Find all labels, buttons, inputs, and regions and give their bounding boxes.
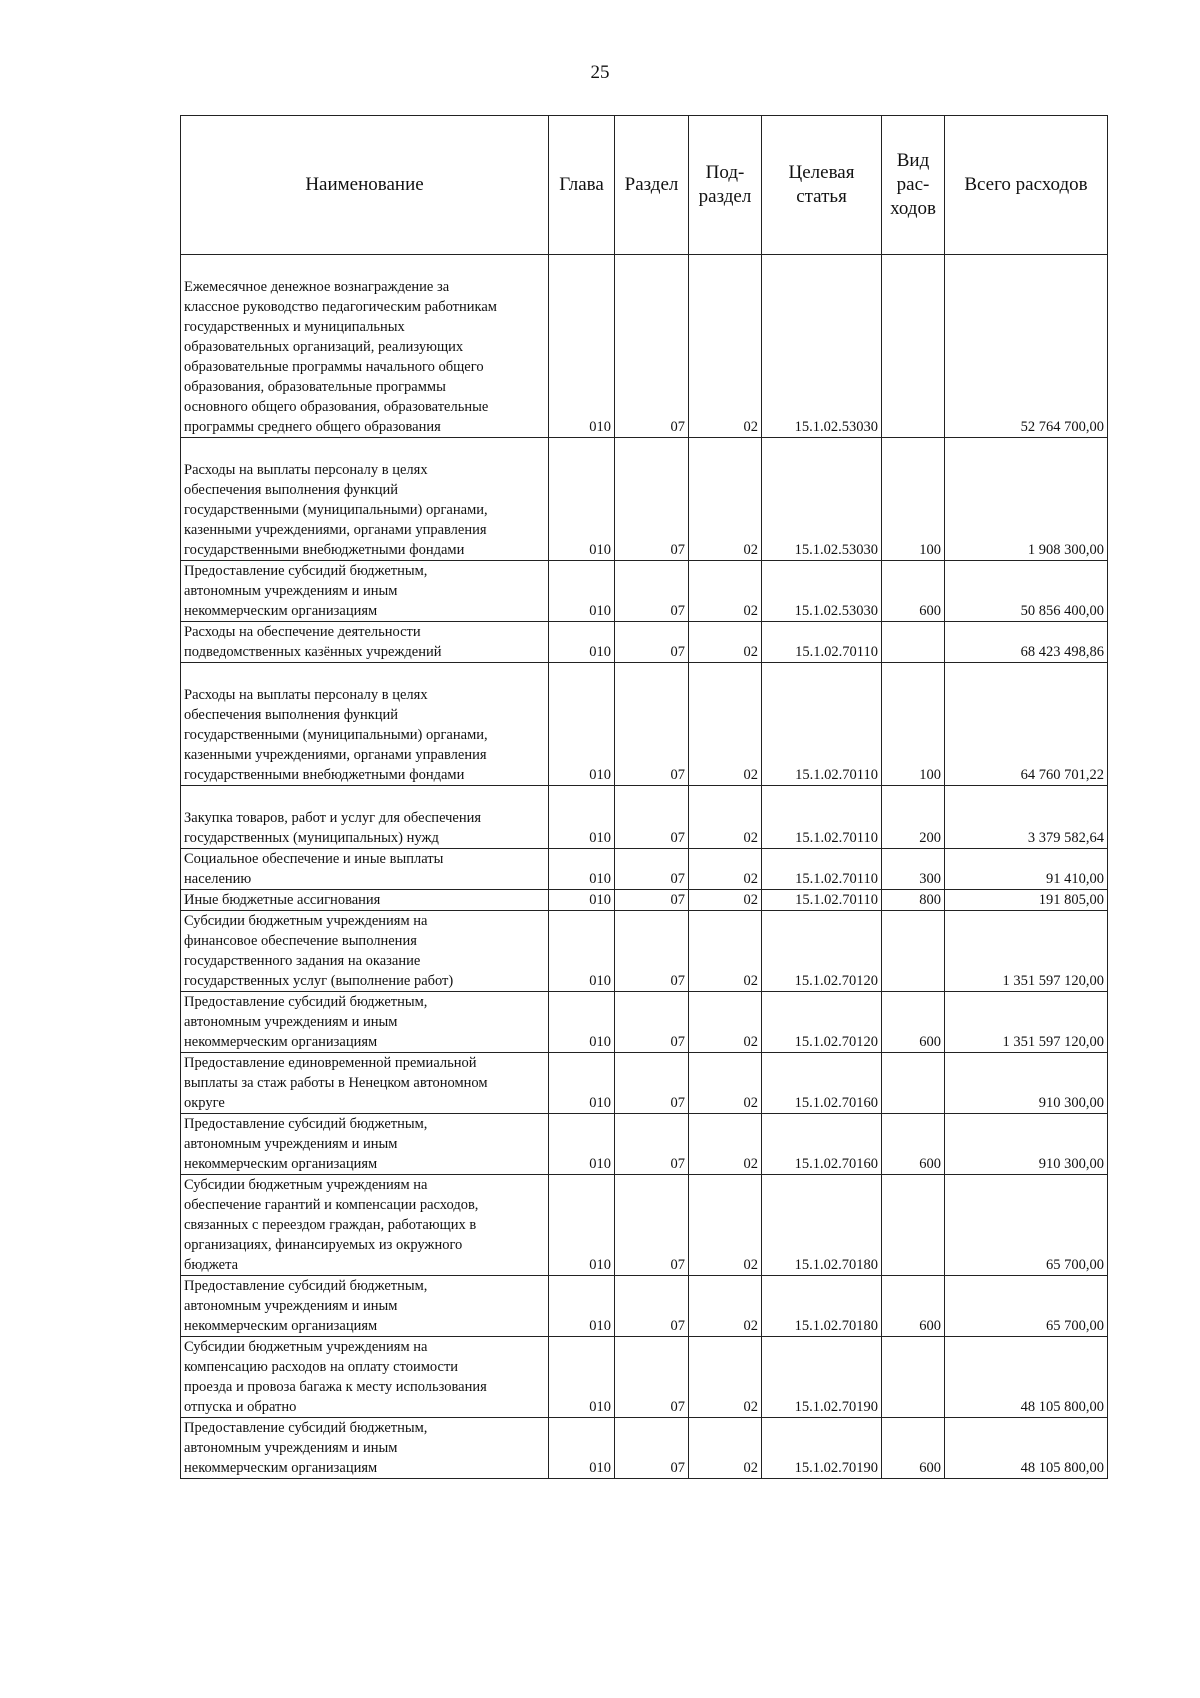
row-chapter: 010: [549, 663, 615, 786]
row-name-line: бюджета: [184, 1257, 239, 1273]
row-section: 07: [615, 1114, 689, 1175]
row-total: 910 300,00: [945, 1053, 1108, 1114]
row-total: 68 423 498,86: [945, 622, 1108, 663]
row-name-line: казенными учреждениями, органами управления: [184, 522, 487, 538]
header-type: Вид рас- ходов: [882, 116, 945, 255]
table-row: [181, 1418, 1108, 1479]
row-total: 191 805,00: [945, 890, 1108, 911]
header-name: Наименование: [181, 116, 549, 255]
row-chapter: 010: [549, 849, 615, 890]
row-subsection: 02: [689, 911, 762, 992]
row-name-line: некоммерческим организациям: [184, 1460, 378, 1476]
row-type: 800: [882, 890, 945, 911]
table-body: [181, 255, 1108, 1479]
row-name-line: образования, образовательные программы: [184, 379, 446, 395]
row-target: 15.1.02.70110: [762, 622, 882, 663]
row-subsection: 02: [689, 1175, 762, 1276]
table-row: [181, 890, 1108, 911]
row-target: 15.1.02.70180: [762, 1175, 882, 1276]
row-type: 200: [882, 786, 945, 849]
row-name: [181, 992, 549, 1053]
row-section: 07: [615, 992, 689, 1053]
row-name-line: некоммерческим организациям: [184, 1034, 378, 1050]
row-total: 1 351 597 120,00: [945, 992, 1108, 1053]
row-chapter: 010: [549, 561, 615, 622]
row-name: [181, 1114, 549, 1175]
row-section: 07: [615, 849, 689, 890]
row-target: 15.1.02.70110: [762, 890, 882, 911]
row-subsection: 02: [689, 1418, 762, 1479]
row-name-line: Расходы на выплаты персоналу в целях: [184, 687, 428, 703]
row-name-line: проезда и провоза багажа к месту использования: [184, 1379, 487, 1395]
row-subsection: 02: [689, 1114, 762, 1175]
row-subsection: 02: [689, 786, 762, 849]
row-name: [181, 849, 549, 890]
header-chapter: Глава: [549, 116, 615, 255]
row-name-line: автономным учреждениям и иным: [184, 1136, 398, 1152]
row-name-line: Расходы на выплаты персоналу в целях: [184, 462, 428, 478]
row-name-line: классное руководство педагогическим работникам: [184, 299, 497, 315]
row-name-line: Предоставление субсидий бюджетным,: [184, 563, 428, 579]
row-name-line: Субсидии бюджетным учреждениям на: [184, 913, 428, 929]
row-type: [882, 911, 945, 992]
row-name-line: населению: [184, 871, 252, 887]
row-name-line: Ежемесячное денежное вознаграждение за: [184, 279, 450, 295]
row-name: [181, 622, 549, 663]
row-type: 600: [882, 1418, 945, 1479]
row-name-line: государственных (муниципальных) нужд: [184, 830, 439, 846]
row-type: 600: [882, 561, 945, 622]
row-name-line: округе: [184, 1095, 225, 1111]
row-section: 07: [615, 1337, 689, 1418]
row-name-line: Предоставление единовременной премиальной: [184, 1055, 477, 1071]
row-total: 52 764 700,00: [945, 255, 1108, 438]
row-type: [882, 1175, 945, 1276]
row-section: 07: [615, 255, 689, 438]
row-total: 65 700,00: [945, 1175, 1108, 1276]
row-name: [181, 663, 549, 786]
row-type: 300: [882, 849, 945, 890]
row-name-line: некоммерческим организациям: [184, 1318, 378, 1334]
row-chapter: 010: [549, 890, 615, 911]
row-total: 1 351 597 120,00: [945, 911, 1108, 992]
row-name: [181, 438, 549, 561]
row-type: 600: [882, 992, 945, 1053]
row-section: 07: [615, 438, 689, 561]
table-row: [181, 1175, 1108, 1276]
row-name-line: обеспечения выполнения функций: [184, 482, 399, 498]
row-target: 15.1.02.70110: [762, 663, 882, 786]
row-name-line: образовательных организаций, реализующих: [184, 339, 464, 355]
row-name-line: Предоставление субсидий бюджетным,: [184, 994, 428, 1010]
row-name: [181, 890, 549, 911]
row-chapter: 010: [549, 1418, 615, 1479]
row-name: [181, 1337, 549, 1418]
row-target: 15.1.02.53030: [762, 438, 882, 561]
row-name-line: Субсидии бюджетным учреждениям на: [184, 1177, 428, 1193]
row-section: 07: [615, 561, 689, 622]
row-name: [181, 1053, 549, 1114]
row-type: 100: [882, 438, 945, 561]
row-name-line: государственных и муниципальных: [184, 319, 405, 335]
row-chapter: 010: [549, 255, 615, 438]
row-name-line: подведомственных казённых учреждений: [184, 644, 442, 660]
row-subsection: 02: [689, 438, 762, 561]
table-row: [181, 438, 1108, 561]
row-name-line: основного общего образования, образовательные: [184, 399, 489, 415]
table-row: [181, 561, 1108, 622]
row-chapter: 010: [549, 1337, 615, 1418]
row-section: 07: [615, 1053, 689, 1114]
row-name-line: государственных услуг (выполнение работ): [184, 973, 454, 989]
row-name-line: государственными (муниципальными) органами,: [184, 727, 488, 743]
row-total: 3 379 582,64: [945, 786, 1108, 849]
row-subsection: 02: [689, 255, 762, 438]
row-section: 07: [615, 1276, 689, 1337]
row-name-line: казенными учреждениями, органами управления: [184, 747, 487, 763]
row-subsection: 02: [689, 1337, 762, 1418]
row-target: 15.1.02.53030: [762, 255, 882, 438]
row-target: 15.1.02.53030: [762, 561, 882, 622]
row-total: 910 300,00: [945, 1114, 1108, 1175]
row-name-line: обеспечение гарантий и компенсации расходов,: [184, 1197, 479, 1213]
row-total: 91 410,00: [945, 849, 1108, 890]
row-target: 15.1.02.70120: [762, 992, 882, 1053]
row-section: 07: [615, 622, 689, 663]
row-name: [181, 1175, 549, 1276]
row-type: [882, 1053, 945, 1114]
row-subsection: 02: [689, 663, 762, 786]
table-row: [181, 992, 1108, 1053]
row-target: 15.1.02.70110: [762, 849, 882, 890]
row-type: 600: [882, 1114, 945, 1175]
table-row: [181, 1114, 1108, 1175]
row-target: 15.1.02.70120: [762, 911, 882, 992]
row-total: 65 700,00: [945, 1276, 1108, 1337]
row-target: 15.1.02.70110: [762, 786, 882, 849]
row-name-line: связанных с переездом граждан, работающих в: [184, 1217, 477, 1233]
row-type: [882, 255, 945, 438]
row-section: 07: [615, 911, 689, 992]
row-section: 07: [615, 1175, 689, 1276]
row-target: 15.1.02.70160: [762, 1053, 882, 1114]
table-row: [181, 622, 1108, 663]
row-subsection: 02: [689, 890, 762, 911]
row-name-line: государственными (муниципальными) органами,: [184, 502, 488, 518]
row-target: 15.1.02.70190: [762, 1337, 882, 1418]
row-name-line: Расходы на обеспечение деятельности: [184, 624, 421, 640]
row-name-line: организациях, финансируемых из окружного: [184, 1237, 463, 1253]
row-name-line: Социальное обеспечение и иные выплаты: [184, 851, 444, 867]
table-row: [181, 255, 1108, 438]
row-chapter: 010: [549, 1276, 615, 1337]
row-type: [882, 622, 945, 663]
row-chapter: 010: [549, 786, 615, 849]
page-number: 25: [590, 62, 610, 83]
row-name-line: обеспечения выполнения функций: [184, 707, 399, 723]
row-subsection: 02: [689, 1053, 762, 1114]
table-row: [181, 1053, 1108, 1114]
row-total: 48 105 800,00: [945, 1337, 1108, 1418]
table-header-row: [181, 116, 1108, 255]
table-row: [181, 1276, 1108, 1337]
row-name-line: автономным учреждениям и иным: [184, 1014, 398, 1030]
row-subsection: 02: [689, 992, 762, 1053]
row-name-line: компенсацию расходов на оплату стоимости: [184, 1359, 459, 1375]
row-name-line: автономным учреждениям и иным: [184, 583, 398, 599]
table-row: [181, 663, 1108, 786]
table-row: [181, 786, 1108, 849]
row-subsection: 02: [689, 1276, 762, 1337]
header-target: Целевая статья: [762, 116, 882, 255]
row-name-line: государственными внебюджетными фондами: [184, 767, 465, 783]
row-name: [181, 255, 549, 438]
row-name: [181, 1418, 549, 1479]
row-name-line: некоммерческим организациям: [184, 603, 378, 619]
row-name-line: государственного задания на оказание: [184, 953, 421, 969]
row-subsection: 02: [689, 622, 762, 663]
row-subsection: 02: [689, 849, 762, 890]
row-name-line: финансовое обеспечение выполнения: [184, 933, 417, 949]
row-total: 1 908 300,00: [945, 438, 1108, 561]
row-name-line: выплаты за стаж работы в Ненецком автономном: [184, 1075, 488, 1091]
row-name-line: программы среднего общего образования: [184, 419, 441, 435]
table-row: [181, 1337, 1108, 1418]
row-name: [181, 561, 549, 622]
row-chapter: 010: [549, 992, 615, 1053]
row-name-line: отпуска и обратно: [184, 1399, 297, 1415]
table-row: [181, 911, 1108, 992]
row-chapter: 010: [549, 622, 615, 663]
header-total: Всего расходов: [945, 116, 1108, 255]
row-target: 15.1.02.70160: [762, 1114, 882, 1175]
row-total: 48 105 800,00: [945, 1418, 1108, 1479]
row-section: 07: [615, 663, 689, 786]
row-name-line: Предоставление субсидий бюджетным,: [184, 1116, 428, 1132]
row-target: 15.1.02.70180: [762, 1276, 882, 1337]
row-total: 64 760 701,22: [945, 663, 1108, 786]
row-section: 07: [615, 1418, 689, 1479]
row-target: 15.1.02.70190: [762, 1418, 882, 1479]
header-section: Раздел: [615, 116, 689, 255]
row-name: [181, 1276, 549, 1337]
row-type: [882, 1337, 945, 1418]
row-name-line: Предоставление субсидий бюджетным,: [184, 1420, 428, 1436]
row-subsection: 02: [689, 561, 762, 622]
row-type: 600: [882, 1276, 945, 1337]
row-name-line: Иные бюджетные ассигнования: [184, 892, 381, 908]
row-type: 100: [882, 663, 945, 786]
row-name: [181, 786, 549, 849]
row-chapter: 010: [549, 1175, 615, 1276]
row-section: 07: [615, 890, 689, 911]
row-chapter: 010: [549, 911, 615, 992]
row-chapter: 010: [549, 1114, 615, 1175]
row-chapter: 010: [549, 438, 615, 561]
row-chapter: 010: [549, 1053, 615, 1114]
header-subsection: Под- раздел: [689, 116, 762, 255]
row-total: 50 856 400,00: [945, 561, 1108, 622]
row-name-line: Закупка товаров, работ и услуг для обеспечения: [184, 810, 482, 826]
row-name-line: Предоставление субсидий бюджетным,: [184, 1278, 428, 1294]
expenditure-table: [180, 115, 1108, 1479]
row-name-line: автономным учреждениям и иным: [184, 1298, 398, 1314]
row-name-line: автономным учреждениям и иным: [184, 1440, 398, 1456]
row-name-line: государственными внебюджетными фондами: [184, 542, 465, 558]
row-name-line: некоммерческим организациям: [184, 1156, 378, 1172]
row-name-line: образовательные программы начального общего: [184, 359, 484, 375]
table-row: [181, 849, 1108, 890]
row-name-line: Субсидии бюджетным учреждениям на: [184, 1339, 428, 1355]
row-section: 07: [615, 786, 689, 849]
row-name: [181, 911, 549, 992]
